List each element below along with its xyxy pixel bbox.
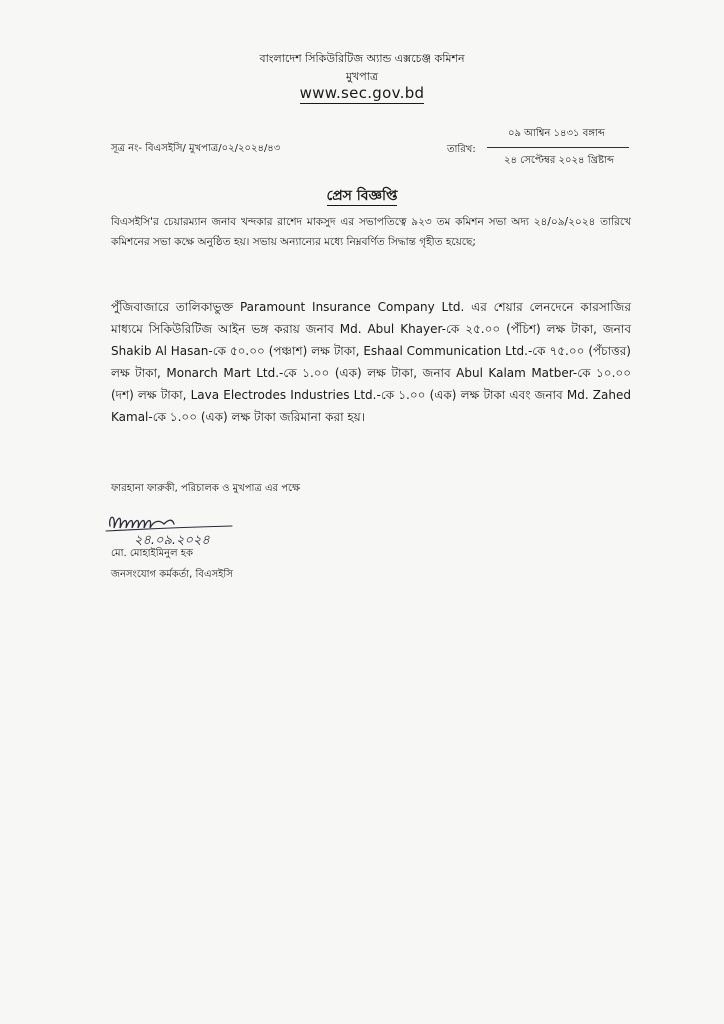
signatory-designation: জনসংযোগ কর্মকর্তা, বিএসইসি xyxy=(111,569,233,580)
body-paragraph-2: পুঁজিবাজারে তালিকাভুক্ত Paramount Insurance Company Ltd. এর শেয়ার লেনদেনে কারসাজির মাধ্যমে সিকিউরিটিজ আইন ভঙ্গ করায় জনাব Md. Abul Khayer-কে ২৫.০০ (পঁচিশ) লক্ষ টাকা, জনাব Shakib Al Hasan-কে ৫০.০০ (পঞ্চাশ) লক্ষ টাকা, Eshaal Communication Ltd.-কে ৭৫.০০ (পঁচাত্তর) লক্ষ টাকা, Monarch Mart Ltd.-কে ১.০০ (এক) লক্ষ টাকা, জনাব Abul Kalam Matber-কে ১০.০০ (দশ) লক্ষ টাকা, Lava Electrodes Industries Ltd.-কে ১.০০ (এক) লক্ষ টাকা এবং জনাব Md. Zahed Kamal-কে ১.০০ (এক) লক্ষ টাকা জরিমানা করা হয়। xyxy=(111,300,631,424)
handwritten-signature xyxy=(104,506,264,546)
date-label: তারিখ: xyxy=(447,144,476,155)
signature-date: ২৪.০৯.২০২৪ xyxy=(134,533,210,546)
reference-number: সূত্র নং- বিএসইসি/ মুখপাত্র/০২/২০২৪/৪৩ xyxy=(111,143,281,154)
document-title-text: প্রেস বিজ্ঞপ্তি xyxy=(326,188,398,204)
date-gregorian: ২৪ সেপ্টেম্বর ২০২৪ খ্রিষ্টাব্দ xyxy=(504,155,614,166)
on-behalf-line: ফারহানা ফারুকী, পরিচালক ও মুখপাত্র এর পক্ষে xyxy=(111,483,301,494)
date-bangla: ০৯ আশ্বিন ১৪৩১ বঙ্গাব্দ xyxy=(508,128,605,139)
organization-name: বাংলাদেশ সিকিউরিটিজ অ্যান্ড এক্সচেঞ্জ কমিশন xyxy=(259,52,465,65)
website-link[interactable] xyxy=(0,84,724,102)
website-text[interactable]: www.sec.gov.bd xyxy=(299,84,425,102)
signatory-name: মো. মোহাইমিনুল হক xyxy=(111,548,193,559)
department-name: মুখপাত্র xyxy=(345,70,379,83)
date-divider xyxy=(487,147,629,148)
document-title xyxy=(0,184,724,208)
body-paragraph-1: বিএসইসি'র চেয়ারম্যান জনাব খন্দকার রাশেদ মাকসুদ এর সভাপতিত্বে ৯২৩ তম কমিশন সভা অদ্য ২৪/০৯/২০২৪ তারিখে কমিশনের সভা কক্ষে অনুষ্ঠিত হয়। সভায় অন্যান্যের মধ্যে নিম্নবর্ণিত সিদ্ধান্ত গৃহীত হয়েছে; xyxy=(111,216,631,248)
